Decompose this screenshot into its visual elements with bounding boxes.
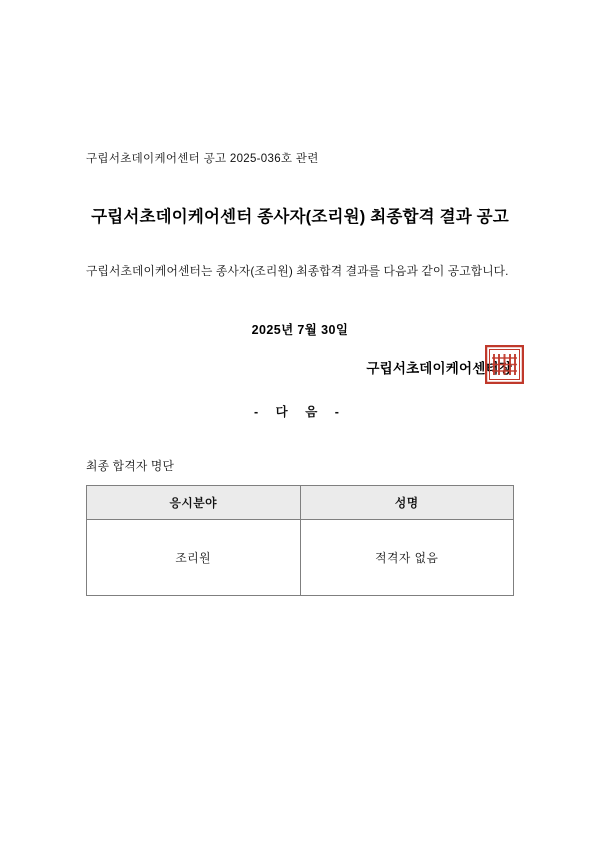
final-passers-caption: 최종 합격자 명단: [86, 459, 175, 473]
document-reference-number: 구립서초데이케어센터 공고 2025-036호 관련: [86, 153, 319, 165]
document-issue-date: 2025년 7월 30일: [251, 323, 349, 337]
final-passers-table: [86, 485, 514, 596]
document-intro-paragraph: 구립서초데이케어센터는 종사자(조리원) 최종합격 결과를 다음과 같이 공고합니다.: [86, 264, 509, 278]
cell-field: 조리원: [87, 520, 301, 596]
cell-name: 적격자 없음: [300, 520, 514, 596]
document-section-divider: - 다 음 -: [254, 405, 346, 419]
official-seal-icon: [485, 345, 524, 384]
table-row: [87, 520, 514, 596]
table-header-row: [87, 486, 514, 520]
document-title: 구립서초데이케어센터 종사자(조리원) 최종합격 결과 공고: [91, 208, 509, 226]
document-issuer-name: 구립서초데이케어센터장: [366, 361, 512, 376]
column-header-name: 성명: [300, 486, 514, 520]
column-header-field: 응시분야: [87, 486, 301, 520]
